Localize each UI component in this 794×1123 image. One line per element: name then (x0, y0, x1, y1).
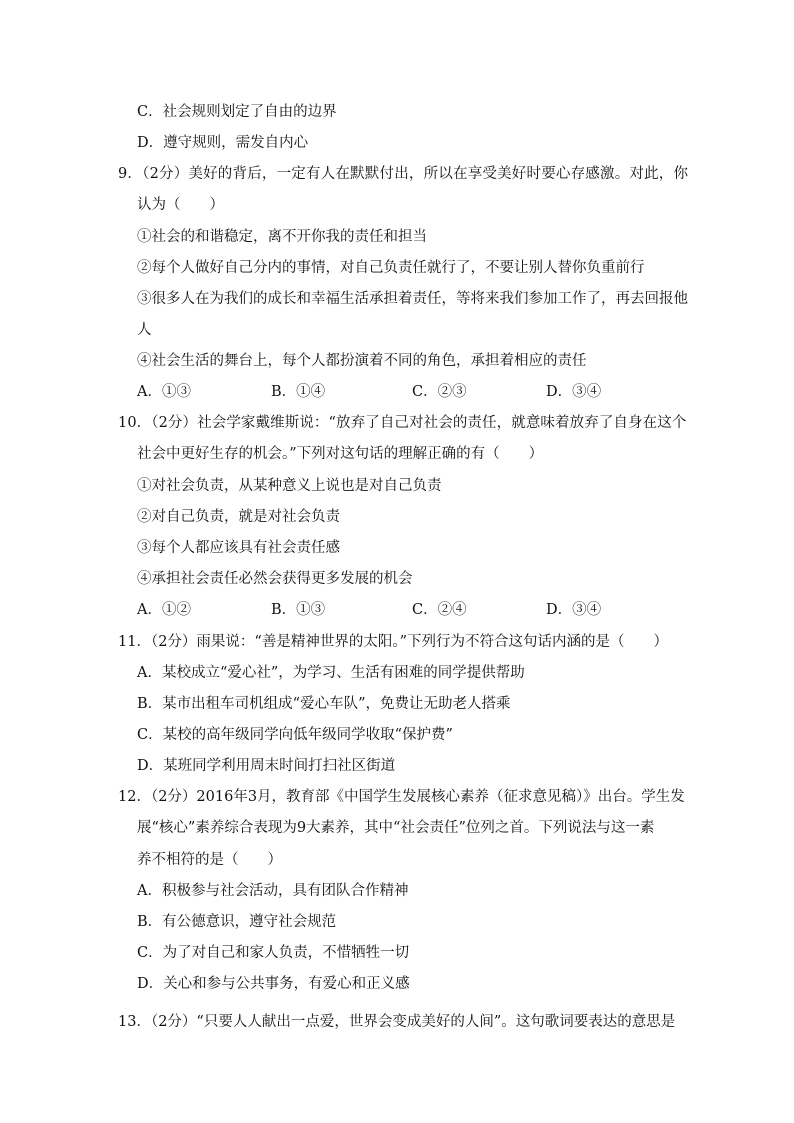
question-10-option-c: C．②④ (412, 602, 467, 618)
question-11-option-d: D．某班同学利用周末时间打扫社区街道 (137, 758, 396, 774)
question-12-option-a: A．积极参与社会活动，具有团队合作精神 (137, 883, 409, 899)
question-10-stem-cont: 社会中更好生存的机会。”下列对这句话的理解正确的有（ ） (137, 446, 544, 462)
option-d-prev: D．遵守规则，需发自内心 (137, 135, 309, 151)
question-9-statement-3-cont: 人 (137, 322, 152, 338)
question-11-option-b: B．某市出租车司机组成“爱心车队”，免费让无助老人搭乘 (137, 696, 511, 712)
question-9-statement-2: ②每个人做好自己分内的事情，对自己负责任就行了，不要让别人替你负重前行 (137, 260, 645, 276)
question-10-statement-4: ④承担社会责任必然会获得更多发展的机会 (137, 571, 413, 587)
question-12-option-d: D．关心和参与公共事务，有爱心和正义感 (137, 976, 410, 992)
question-9-stem: 9．（2分）美好的背后，一定有人在默默付出，所以在享受美好时要心存感激。对此，你 (118, 166, 689, 182)
question-9-stem-cont: 认为（ ） (137, 197, 224, 213)
question-10-option-b: B．①③ (271, 602, 326, 618)
question-9-statement-1: ①社会的和谐稳定，离不开你我的责任和担当 (137, 229, 427, 245)
question-12-option-c: C．为了对自己和家人负责，不惜牺牲一切 (137, 945, 410, 961)
question-10-statement-2: ②对自己负责，就是对社会负责 (137, 509, 340, 525)
question-9-option-b: B．①④ (271, 384, 326, 400)
question-12-stem-cont-1: 展“核心”素养综合表现为9大素养，其中“社会责任”位列之首。下列说法与这一素 (137, 820, 655, 836)
option-c-prev: C．社会规则划定了自由的边界 (137, 104, 337, 120)
question-12-stem: 12．（2分）2016年3月，教育部《中国学生发展核心素养（征求意见稿）》出台。学生发 (118, 789, 685, 805)
question-13-stem: 13．（2分）“只要人人献出一点爱，世界会变成美好的人间”。这句歌词要表达的意思是 (118, 1014, 676, 1030)
question-9-statement-4: ④社会生活的舞台上，每个人都扮演着不同的角色，承担着相应的责任 (137, 353, 587, 369)
question-9-option-c: C．②③ (412, 384, 467, 400)
question-10-statement-1: ①对社会负责，从某种意义上说也是对自己负责 (137, 478, 442, 494)
question-12-stem-cont-2: 养不相符的是（ ） (137, 852, 282, 868)
question-10-option-a: A．①② (137, 602, 191, 618)
question-11-option-a: A．某校成立“爱心社”，为学习、生活有困难的同学提供帮助 (137, 665, 525, 681)
question-11-stem: 11．（2分）雨果说：“善是精神世界的太阳。”下列行为不符合这句话内涵的是（ ） (118, 634, 668, 650)
question-10-statement-3: ③每个人都应该具有社会责任感 (137, 540, 340, 556)
question-9-statement-3: ③很多人在为我们的成长和幸福生活承担着责任，等将来我们参加工作了，再去回报他 (137, 291, 688, 307)
question-10-option-d: D．③④ (546, 602, 602, 618)
question-12-option-b: B．有公德意识，遵守社会规范 (137, 914, 337, 930)
question-11-option-c: C．某校的高年级同学向低年级同学收取“保护费” (137, 727, 453, 743)
question-9-option-a: A．①③ (137, 384, 191, 400)
question-10-stem: 10．（2分）社会学家戴维斯说：“放弃了自己对社会的责任，就意味着放弃了自身在这个 (118, 415, 687, 431)
question-9-option-d: D．③④ (546, 384, 602, 400)
